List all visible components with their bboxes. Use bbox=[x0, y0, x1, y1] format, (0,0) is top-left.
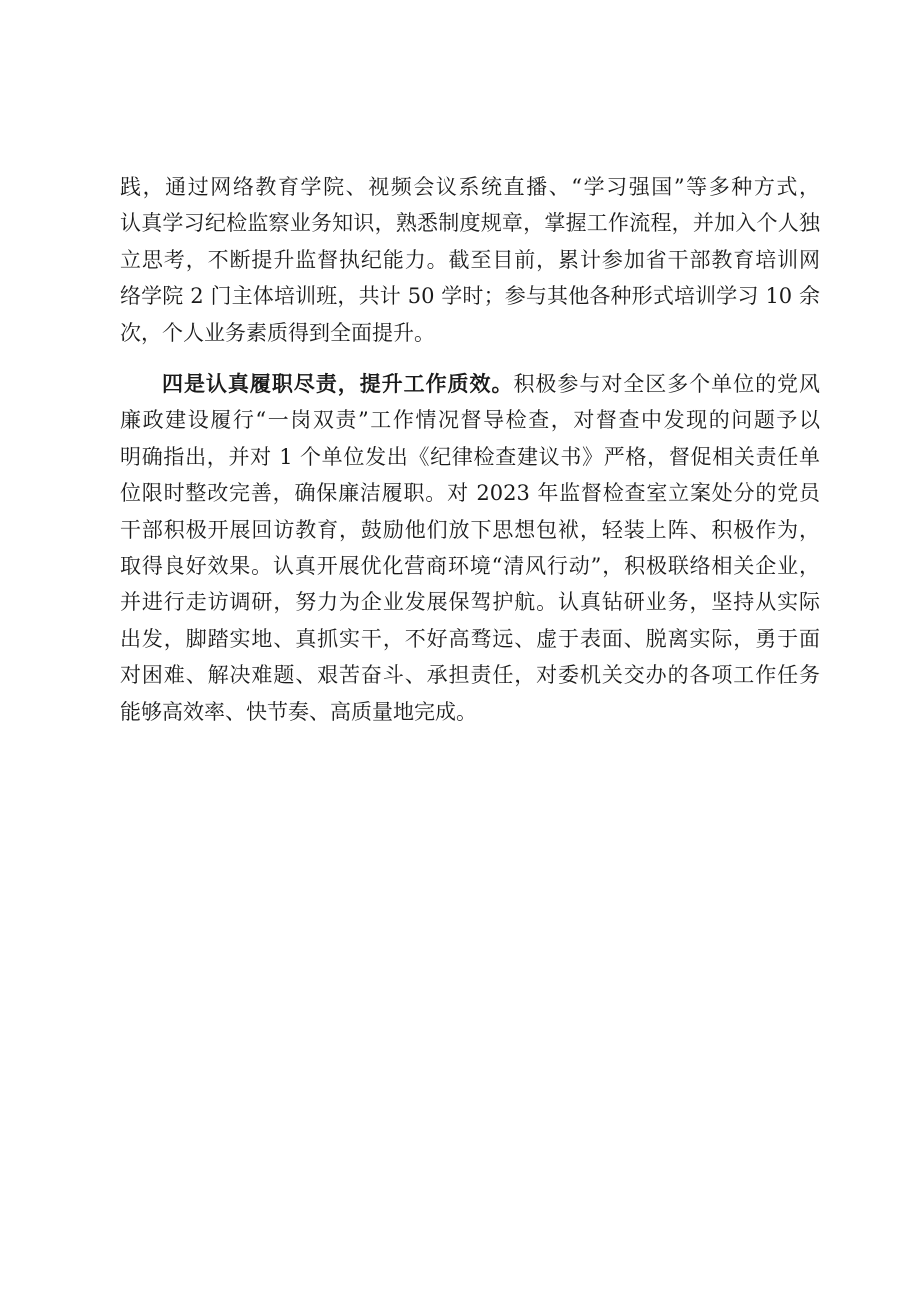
paragraph-heading-lead: 四是认真履职尽责，提升工作质效。 bbox=[162, 372, 514, 396]
text-line: 并进行走访调研，努力为企业发展保驾护航。认真钻研业务，坚持从实际 bbox=[120, 590, 820, 615]
paragraph-first-line-rest: 积极参与对全区多个单位的党风 bbox=[513, 372, 821, 396]
text-line: 次，个人业务素质得到全面提升。 bbox=[120, 320, 435, 345]
text-line: 能够高效率、快节奏、高质量地完成。 bbox=[120, 699, 477, 724]
paragraph-first-line bbox=[120, 366, 820, 402]
text-line: 认真学习纪检监察业务知识，熟悉制度规章，掌握工作流程，并加入个人独 bbox=[120, 211, 820, 236]
text-line: 廉政建设履行“一岗双责”工作情况督导检查，对督查中发现的问题予以 bbox=[120, 408, 820, 433]
text-line: 络学院 2 门主体培训班，共计 50 学时；参与其他各种形式培训学习 10 余 bbox=[120, 284, 820, 309]
text-line: 对困难、解决难题、艰苦奋斗、承担责任，对委机关交办的各项工作任务 bbox=[120, 663, 820, 688]
paragraph-training bbox=[120, 169, 820, 351]
text-line: 践，通过网络教育学院、视频会议系统直播、“学习强国”等多种方式， bbox=[120, 175, 820, 199]
paragraph-duty-performance bbox=[120, 366, 820, 730]
text-line: 位限时整改完善，确保廉洁履职。对 2023 年监督检查室立案处分的党员 bbox=[120, 481, 820, 506]
text-line: 干部积极开展回访教育，鼓励他们放下思想包袱，轻装上阵、积极作为， bbox=[120, 517, 820, 542]
text-line: 立思考，不断提升监督执纪能力。截至目前，累计参加省干部教育培训网 bbox=[120, 247, 820, 272]
text-line: 明确指出，并对 1 个单位发出《纪律检查建议书》严格，督促相关责任单 bbox=[120, 444, 820, 469]
text-line: 出发，脚踏实地、真抓实干，不好高骛远、虚于表面、脱离实际，勇于面 bbox=[120, 626, 820, 651]
text-line: 取得良好效果。认真开展优化营商环境“清风行动”，积极联络相关企业， bbox=[120, 553, 820, 578]
